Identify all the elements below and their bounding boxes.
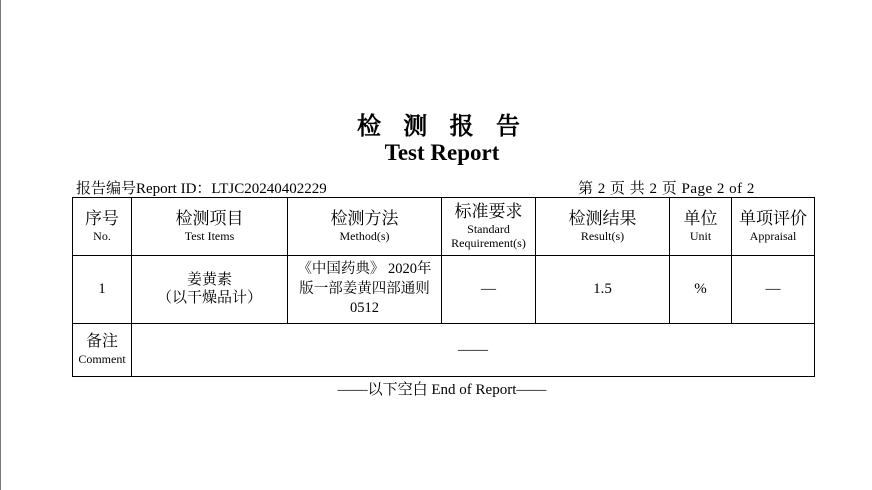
page-number: 第 2 页 共 2 页 Page 2 of 2 [578, 181, 755, 197]
comment-row [73, 324, 815, 377]
cell-standard: — [442, 256, 536, 324]
end-of-report: ——以下空白 End of Report—— [337, 382, 547, 398]
cell-method: 《中国药典》 2020年 版一部姜黄四部通则 0512 [288, 256, 442, 324]
cell-test-item: 姜黄素 （以干燥品计） [132, 256, 288, 324]
header-result: 检测结果 Result(s) [536, 198, 670, 256]
header-no: 序号 No. [73, 198, 132, 256]
comment-label: 备注 Comment [73, 324, 132, 377]
table-header-row [73, 198, 815, 256]
header-unit: 单位 Unit [670, 198, 732, 256]
header-appraisal: 单项评价 Appraisal [732, 198, 815, 256]
page-left-edge [0, 0, 1, 490]
comment-value: —— [132, 324, 815, 377]
cell-unit: % [670, 256, 732, 324]
header-standard: 标准要求 Standard Requirement(s) [442, 198, 536, 256]
header-method: 检测方法 Method(s) [288, 198, 442, 256]
header-test-items: 检测项目 Test Items [132, 198, 288, 256]
test-report-table [72, 197, 815, 377]
cell-result: 1.5 [536, 256, 670, 324]
report-id: 报告编号Report ID：LTJC20240402229 [76, 181, 327, 197]
table-row [73, 256, 815, 324]
report-title-english: Test Report [384, 140, 500, 165]
cell-appraisal: — [732, 256, 815, 324]
cell-no: 1 [73, 256, 132, 324]
report-title-chinese: 检 测 报 告 [356, 112, 528, 140]
